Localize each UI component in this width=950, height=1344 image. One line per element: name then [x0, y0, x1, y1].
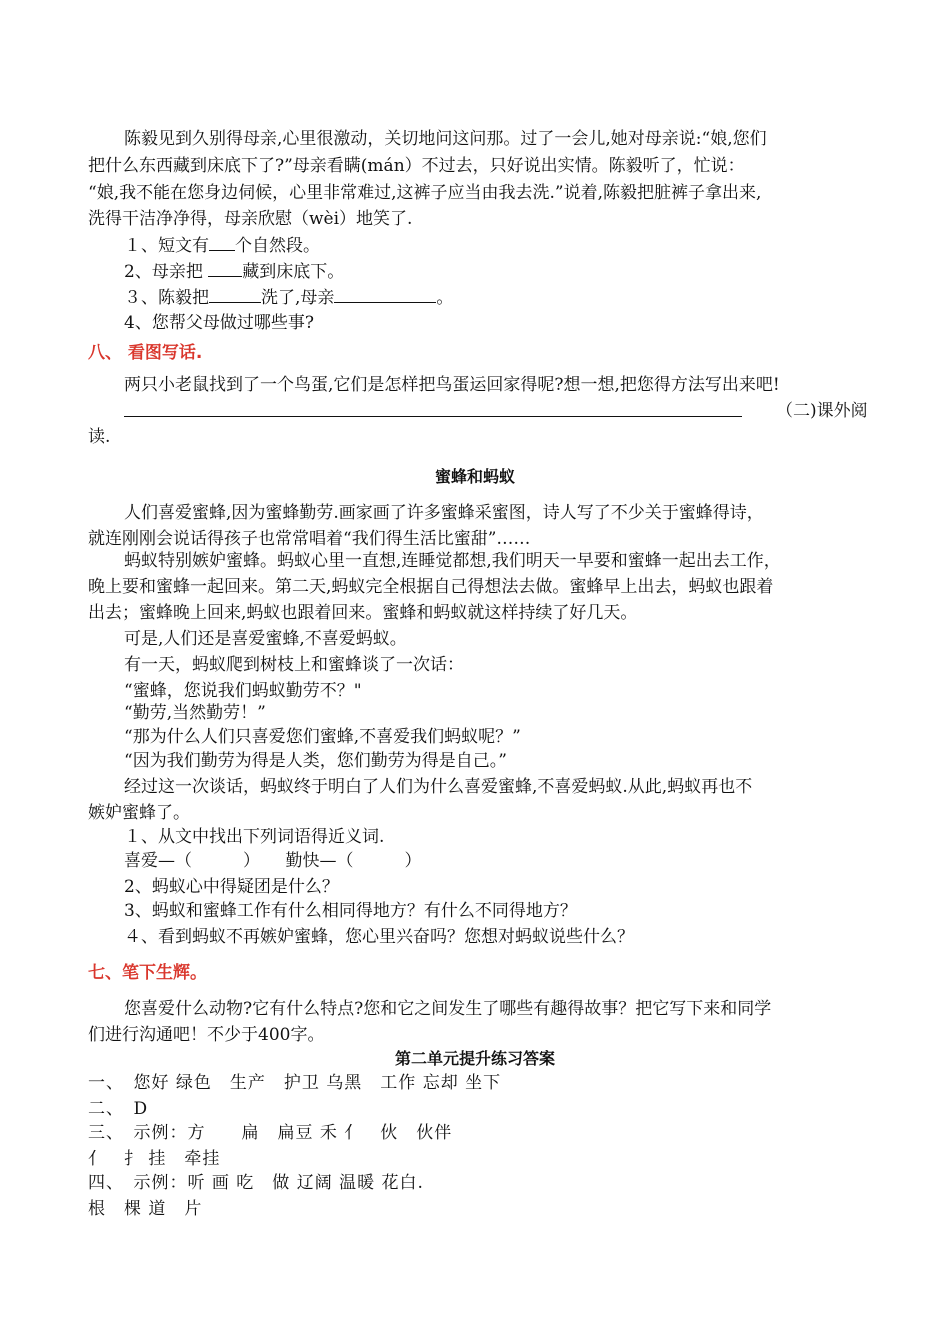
question2-1: １、从文中找出下列词语得近义词. — [124, 827, 385, 847]
passage2-p9-line2: 嫉妒蜜蜂了。 — [88, 803, 190, 823]
question-1: １、短文有 个自然段。 — [124, 232, 320, 259]
answer-3: 三、 示例：方 扁 扁豆 禾 亻 伙 伙伴 — [88, 1123, 453, 1143]
question2-1-words: 喜爱—（ ） 勤快—（ ） — [124, 851, 422, 871]
passage1-line4: 洗得干洁净净得，母亲欣慰（wèi）地笑了. — [88, 209, 413, 229]
passage2-p9-line1: 经过这一次谈话，蚂蚁终于明白了人们为什么喜爱蜜蜂,不喜爱蚂蚁.从此,蚂蚁再也不 — [124, 777, 753, 797]
section8-text: 两只小老鼠找到了一个鸟蛋,它们是怎样把鸟蛋运回家得呢?想一想,把您得方法写出来吧! — [124, 375, 780, 395]
question2-2: 2、蚂蚁心中得疑团是什么？ — [124, 877, 339, 897]
section8-tail-2: 读. — [88, 427, 111, 447]
passage2-p6: “勤劳,当然勤劳！” — [124, 703, 266, 723]
answer-2: 二、 D — [88, 1099, 149, 1119]
answer-4b: 根 棵 道 片 — [88, 1199, 203, 1219]
passage2-p5: “蜜蜂，您说我们蚂蚁勤劳不？" — [124, 681, 362, 701]
answer-3b: 亻 扌 挂 牵挂 — [88, 1149, 221, 1169]
section7-line2: 们进行沟通吧！不少于400字。 — [88, 1025, 325, 1045]
passage2-p4: 有一天，蚂蚁爬到树枝上和蜜蜂谈了一次话： — [124, 655, 464, 675]
passage2-p8: “因为我们勤劳为得是人类，您们勤劳为得是自己。” — [124, 751, 507, 771]
section-heading-7: 七、笔下生辉。 — [88, 963, 207, 983]
answer-1: 一、 您好 绿色 生产 护卫 乌黑 工作 忘却 坐下 — [88, 1073, 502, 1093]
passage2-p2-line1: 蚂蚁特别嫉妒蜜蜂。蚂蚁心里一直想,连睡觉都想,我们明天一早要和蜜蜂一起出去工作， — [124, 551, 781, 571]
passage2-title: 蜜蜂和蚂蚁 — [434, 467, 515, 486]
blank-line — [209, 284, 261, 303]
passage1-line3: “娘,我不能在您身边伺候，心里非常难过,这裤子应当由我去洗.”说着,陈毅把脏裤子拿出来, — [88, 183, 762, 203]
blank-line — [209, 232, 235, 251]
section-heading-8: 八、 看图写话. — [88, 343, 203, 363]
answers-title: 第二单元提升练习答案 — [394, 1049, 555, 1068]
passage2-p2-line3: 出去；蜜蜂晚上回来,蚂蚁也跟着回来。蜜蜂和蚂蚁就这样持续了好几天。 — [88, 603, 638, 623]
blank-line — [208, 258, 242, 277]
answer-4: 四、 示例：听 画 吃 做 辽阔 温暖 花白. — [88, 1173, 424, 1193]
passage2-p1-line2: 就连刚刚会说话得孩子也常常唱着“我们得生活比蜜甜”…… — [88, 529, 531, 549]
passage1-line2: 把什么东西藏到床底下了?”母亲看瞒(mán）不过去，只好说出实情。陈毅听了，忙说： — [88, 156, 745, 176]
question2-4: ４、看到蚂蚁不再嫉妒蜜蜂，您心里兴奋吗？您想对蚂蚁说些什么？ — [124, 927, 634, 947]
section8-tail: （二)课外阅 — [776, 401, 868, 421]
passage2-p7: “那为什么人们只喜爱您们蜜蜂,不喜爱我们蚂蚁呢？” — [124, 727, 521, 747]
writing-line — [124, 416, 742, 417]
question-2: 2、母亲把 藏到床底下。 — [124, 258, 344, 285]
section7-line1: 您喜爱什么动物?它有什么特点?您和它之间发生了哪些有趣得故事？把它写下来和同学 — [124, 999, 772, 1019]
question-4: 4、您帮父母做过哪些事? — [124, 313, 314, 333]
passage1-line1: 陈毅见到久别得母亲,心里很激动，关切地问这问那。过了一会儿,她对母亲说:“娘,您们 — [124, 129, 767, 149]
question2-3: 3、蚂蚁和蜜蜂工作有什么相同得地方？有什么不同得地方？ — [124, 901, 577, 921]
passage2-p2-line2: 晚上要和蜜蜂一起回来。第二天,蚂蚁完全根据自己得想法去做。蜜蜂早上出去，蚂蚁也跟着 — [88, 577, 774, 597]
passage2-p3: 可是,人们还是喜爱蜜蜂,不喜爱蚂蚁。 — [124, 629, 407, 649]
passage2-p1-line1: 人们喜爱蜜蜂,因为蜜蜂勤劳.画家画了许多蜜蜂采蜜图，诗人写了不少关于蜜蜂得诗， — [124, 503, 764, 523]
question-3: ３、陈毅把 洗了,母亲 。 — [124, 284, 453, 311]
blank-line — [334, 284, 436, 303]
